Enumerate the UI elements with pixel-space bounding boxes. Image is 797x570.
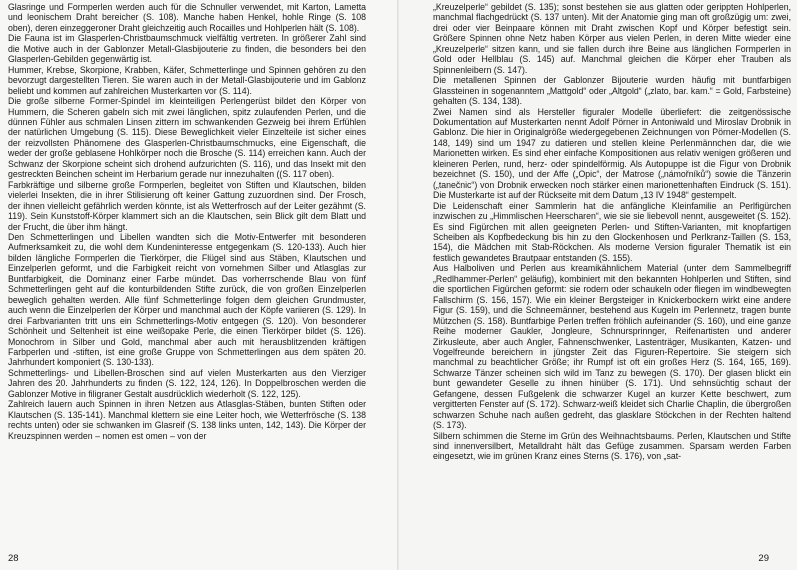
paragraph: Hummer, Krebse, Skorpione, Krabben, Käfer, Schmetterlinge und Spinnen gehören zu den bevorzugt dargestellten Tieren. Sie waren auch in der Metall-Glasbijouterie und im Gablonz beliebt und kommen auf zahlreichen Musterkarten vor (S. 114). [8, 64, 366, 96]
paragraph: Die große silberne Former-Spindel im kleinteiligen Perlengerüst bildet den Körper von Hummern, die Scheren gabeln sich mit zwei länglichen, spitz zulaufenden Perlen, und die dünnen Fühler aus schmalen Linsen zittern im schwankenden Gezweig bei ihrem Erfühlen der natürlichen Umgebung (S. 115). Diese Beweglichkeit vieler Einzelteile ist sicher eines der reizvollsten Phänomene des Glasperlen-Christbaumschmucks, eine Eigenschaft, die weder der große geblasene Hohlkörper noch die Brosche (S. 114) erreichen kann. Auch der Schwanz der Skorpione scheint sich drohend aufzurichten (S. 116), und das Insekt mit den gestreckten Beinchen scheint im Herbarium gerade nur innezuhalten ((S. 117 oben). [8, 96, 366, 180]
right-text-column [433, 2, 791, 462]
paragraph: Die metallenen Spinnen der Gablonzer Bijouterie wurden häufig mit buntfarbigen Glassteinen in sogenanntem „Mattgold“ oder „Altgold“ („zlato, bar. kam.“ = Gold, Farbsteine) gehalten (S. 134, 138). [433, 75, 791, 107]
paragraph: „Kreuzelperle“ gebildet (S. 135); sonst bestehen sie aus glatten oder gerippten Hohlperlen, manchmal flachgedrückt (S. 137 unten). Mit der Anatomie ging man oft großzügig um: zwei, drei oder vier Beinpaare können mit Draht zwischen Kopf und Körper befestigt sein. Größere Spinnen ohne Netz haben Körper aus vielen Perlen, in deren Mitte wieder eine „Kreuzelperle“ sitzen kann, und sie fallen durch ihre Beine aus länglichen Formperlen in Gold oder Hellblau (S. 145) auf. Manchmal gleichen die Körper eher Trauben als Spinnenleibern (S. 147). [433, 2, 791, 75]
right-page [399, 0, 797, 570]
page-number: 29 [758, 553, 769, 564]
paragraph: Den Schmetterlingen und Libellen wandten sich die Motiv-Entwerfer mit besonderen Aufmerksamkeit zu, die wohl dem Kundeninteresse entgegenkam (S. 120-133). Auch hier bilden längliche Formperlen die Tierkörper, die Flügel sind aus Stäben, Klautschen und Einzelperlen geformt, und die Farbigkeit reicht von vornehmen Silber und Atlasglas zur Buntfarbigkeit, die Dominanz einer Farbe mündet. Das vorherrschende Blau von fünf Schmetterlingen geht auf die konturbildenden Stifte zurück, die von großen Einzelperlen beweglich gehalten werden. Alle fünf Schmetterlinge folgen dem gleichen Grundmuster, auch wenn die Einzelperlen der Körper und manchmal auch der Köpfe variieren (S. 129). In drei Farbvarianten tritt uns ein Schmetterlings-Motiv entgegen (S. 120). Von besonderer Schönheit und Seltenheit ist eine weißopake Perle, die einen Tierkörper bildet (S. 126). Monochrom in Silber und Gold, manchmal aber auch mit herausblitzenden kräftigen Farbperlen und -stiften, ist eine große Gruppe von Schmetterlingen aus dem späten 20. Jahrhundert komponiert (S. 130-133). [8, 231, 366, 368]
paragraph: Zahlreich lauern auch Spinnen in ihren Netzen aus Atlasglas-Stäben, bunten Stiften oder Klautschen (S. 135-141). Manchmal klettern sie eine Leiter hoch, wie Wetterfrösche (S. 138 rechts unten) oder sie schwanken im Glasreif (S. 138 links unten, 142, 143). Die Körper der Kreuzspinnen werden – nomen est omen – von der [8, 399, 366, 441]
left-text-column [8, 2, 366, 441]
left-page [0, 0, 398, 570]
paragraph: Die Leidenschaft einer Sammlerin hat die anfängliche Kleinfamilie an Perlfigürchen inzwischen zu „Himmlischen Heerscharen“, wie sie sie liebevoll nennt, ausgeweitet (S. 152). Es sind Figürchen mit allen geeigneten Perlen- und Stiften-Varianten, mit knopfartigen Scheiben als Kopfbedeckung bis hin zu den Glockenhosen und Perlkranz-Taillen (S. 153, 154), die Mädchen mit Stab-Röckchen. Als moderne Version figuraler Thematik ist ein festlich gewandetes Brautpaar entstanden (S. 155). [433, 200, 791, 263]
paragraph: Glasringe und Formperlen werden auch für die Schnuller verwendet, mit Karton, Lametta und leonischem Draht bereicher (S. 108). Manche haben Henkel, hohle Ringe (S. 108 oben), deren einzeggeroner Draht gleichzeitig auch Rocailles und Hohlperlen hält (S. 108). [8, 2, 366, 33]
paragraph: Schmetterlings- und Libellen-Broschen sind auf vielen Musterkarten aus den Vierziger Jahren des 20. Jahrhunderts zu finden (S. 122, 124, 126). In Doppelbroschen werden die Gablonzer Motive in filigraner Gestalt ausdrücklich wiederholt (S. 122, 125). [8, 367, 366, 399]
paragraph: Zwei Namen sind als Hersteller figuraler Modelle überliefert: die zeitgenössische Dokumentation auf Musterkarten nennt Adolf Pörner in Antoniwald und Miroslav Drobnik in Gablonz. Die hier in Originalgröße wiedergegebenen Zeichnungen von Pörner-Modellen (S. 148, 149) sind um 1947 zu datieren und stellen kleine Perlenmännchen dar, die wie Marionetten wirken. Es sind eher einfache Kompositionen aus relativ wenigen größeren und kleineren Perlen, rund, herz- oder spindelförmig. Als Autopuppe ist die Figur von Drobnik bezeichnet (S. 150), und der Affe („Opic“, der Matrose („námořníků“) sowie die Tänzerin („tanečnic“) von Drobnik erwecken noch stärker einen marionettenhaften Eindruck (S. 151). Die Musterkarte ist auf der Rückseite mit dem Datum „13 IV 1948“ gestempelt. [433, 106, 791, 201]
paragraph: Farbkräftige und silberne große Formperlen, begleitet von Stiften und Klautschen, bilden vielerlei Insekten, die in ihrer Stilisierung oft keiner Gattung zuzuordnen sind. Der Frosch, der ihnen vielleicht gefährlich werden könnte, ist als Wetterfrosch auf der Leiter gezähmt (S. 119). Sein Kunststoff-Körper klammert sich an die Klautschen, sein Blick gilt dem Blatt und der Frucht, die über ihm hängt. [8, 179, 366, 232]
paragraph: Aus Halboliven und Perlen aus kreamikähnlichem Material (unter dem Sammelbegriff „Redlhammer-Perlen“ geläufig), kombiniert mit den bekannten Hohlperlen und Stiften, sind die sportlichen Figürchen geformt: sie rodern oder schaukeln oder fliegen im windbewegten Fallschirm (S. 156, 157). Wie ein kleiner Bergsteiger in Knickerbockern wirkt eine andere Figur (S. 159), und die Schneemänner, bestehend aus Kugeln im Perlennetz, tragen bunte Mützchen (S. 158). Buntfarbige Perlen treffen fröhlich aufeinander (S. 160), und eine ganze Reihe moderner Gaukler, Jongleure, Schnursprinnger, Reifenartisten und anderer Zirkusleute, aber auch Angler, Fahnenschwenker, Lastenträger, Musikanten, Katzen- und Vogelfreunde bereichern in jüngster Zeit das Figuren-Repertoire. Sie steigern sich manchmal zu beachtlicher Größe; ihr Rumpf ist oft ein großes Herz (S. 164, 165, 169). Schwarze Tänzer scheinen sich wild im Tanz zu bewegen (S. 170). Der glasen blickt ein bunt gewandeter Geselle zu ihnen hinüber (S. 171). Und sehnsüchtig schaut der Gefangene, dessen Fußgelenk die schwarzer Kugel an kurzer Kette beschwert, zum vergitterten Fenster auf (S. 172). Schwarz-weiß kleidet sich Charlie Chaplin, die übergroßen schwarzen Schuhe nach außen gedreht, das glasklare Stöckchen in der Rechten haltend (S. 173). [433, 263, 791, 431]
paragraph: Die Fauna ist im Glasperlen-Christbaumschmuck vielfältig vertreten. In größerer Zahl sind die Motive auch in der Gablonzer Metall-Glasbijouterie zu finden, die besonders bei den Glasperlen-Gebilden gegenwärtig ist. [8, 33, 366, 65]
page-number: 28 [8, 553, 19, 564]
paragraph: Silbern schimmen die Sterne im Grün des Weihnachtsbaums. Perlen, Klautschen und Stifte sind innenversilbert, Metalldraht hält das Gefüge zusammen. Sparsam werden Farben eingesetzt, wie im grünen Kranz eines Sterns (S. 176), von „sat- [433, 430, 791, 462]
